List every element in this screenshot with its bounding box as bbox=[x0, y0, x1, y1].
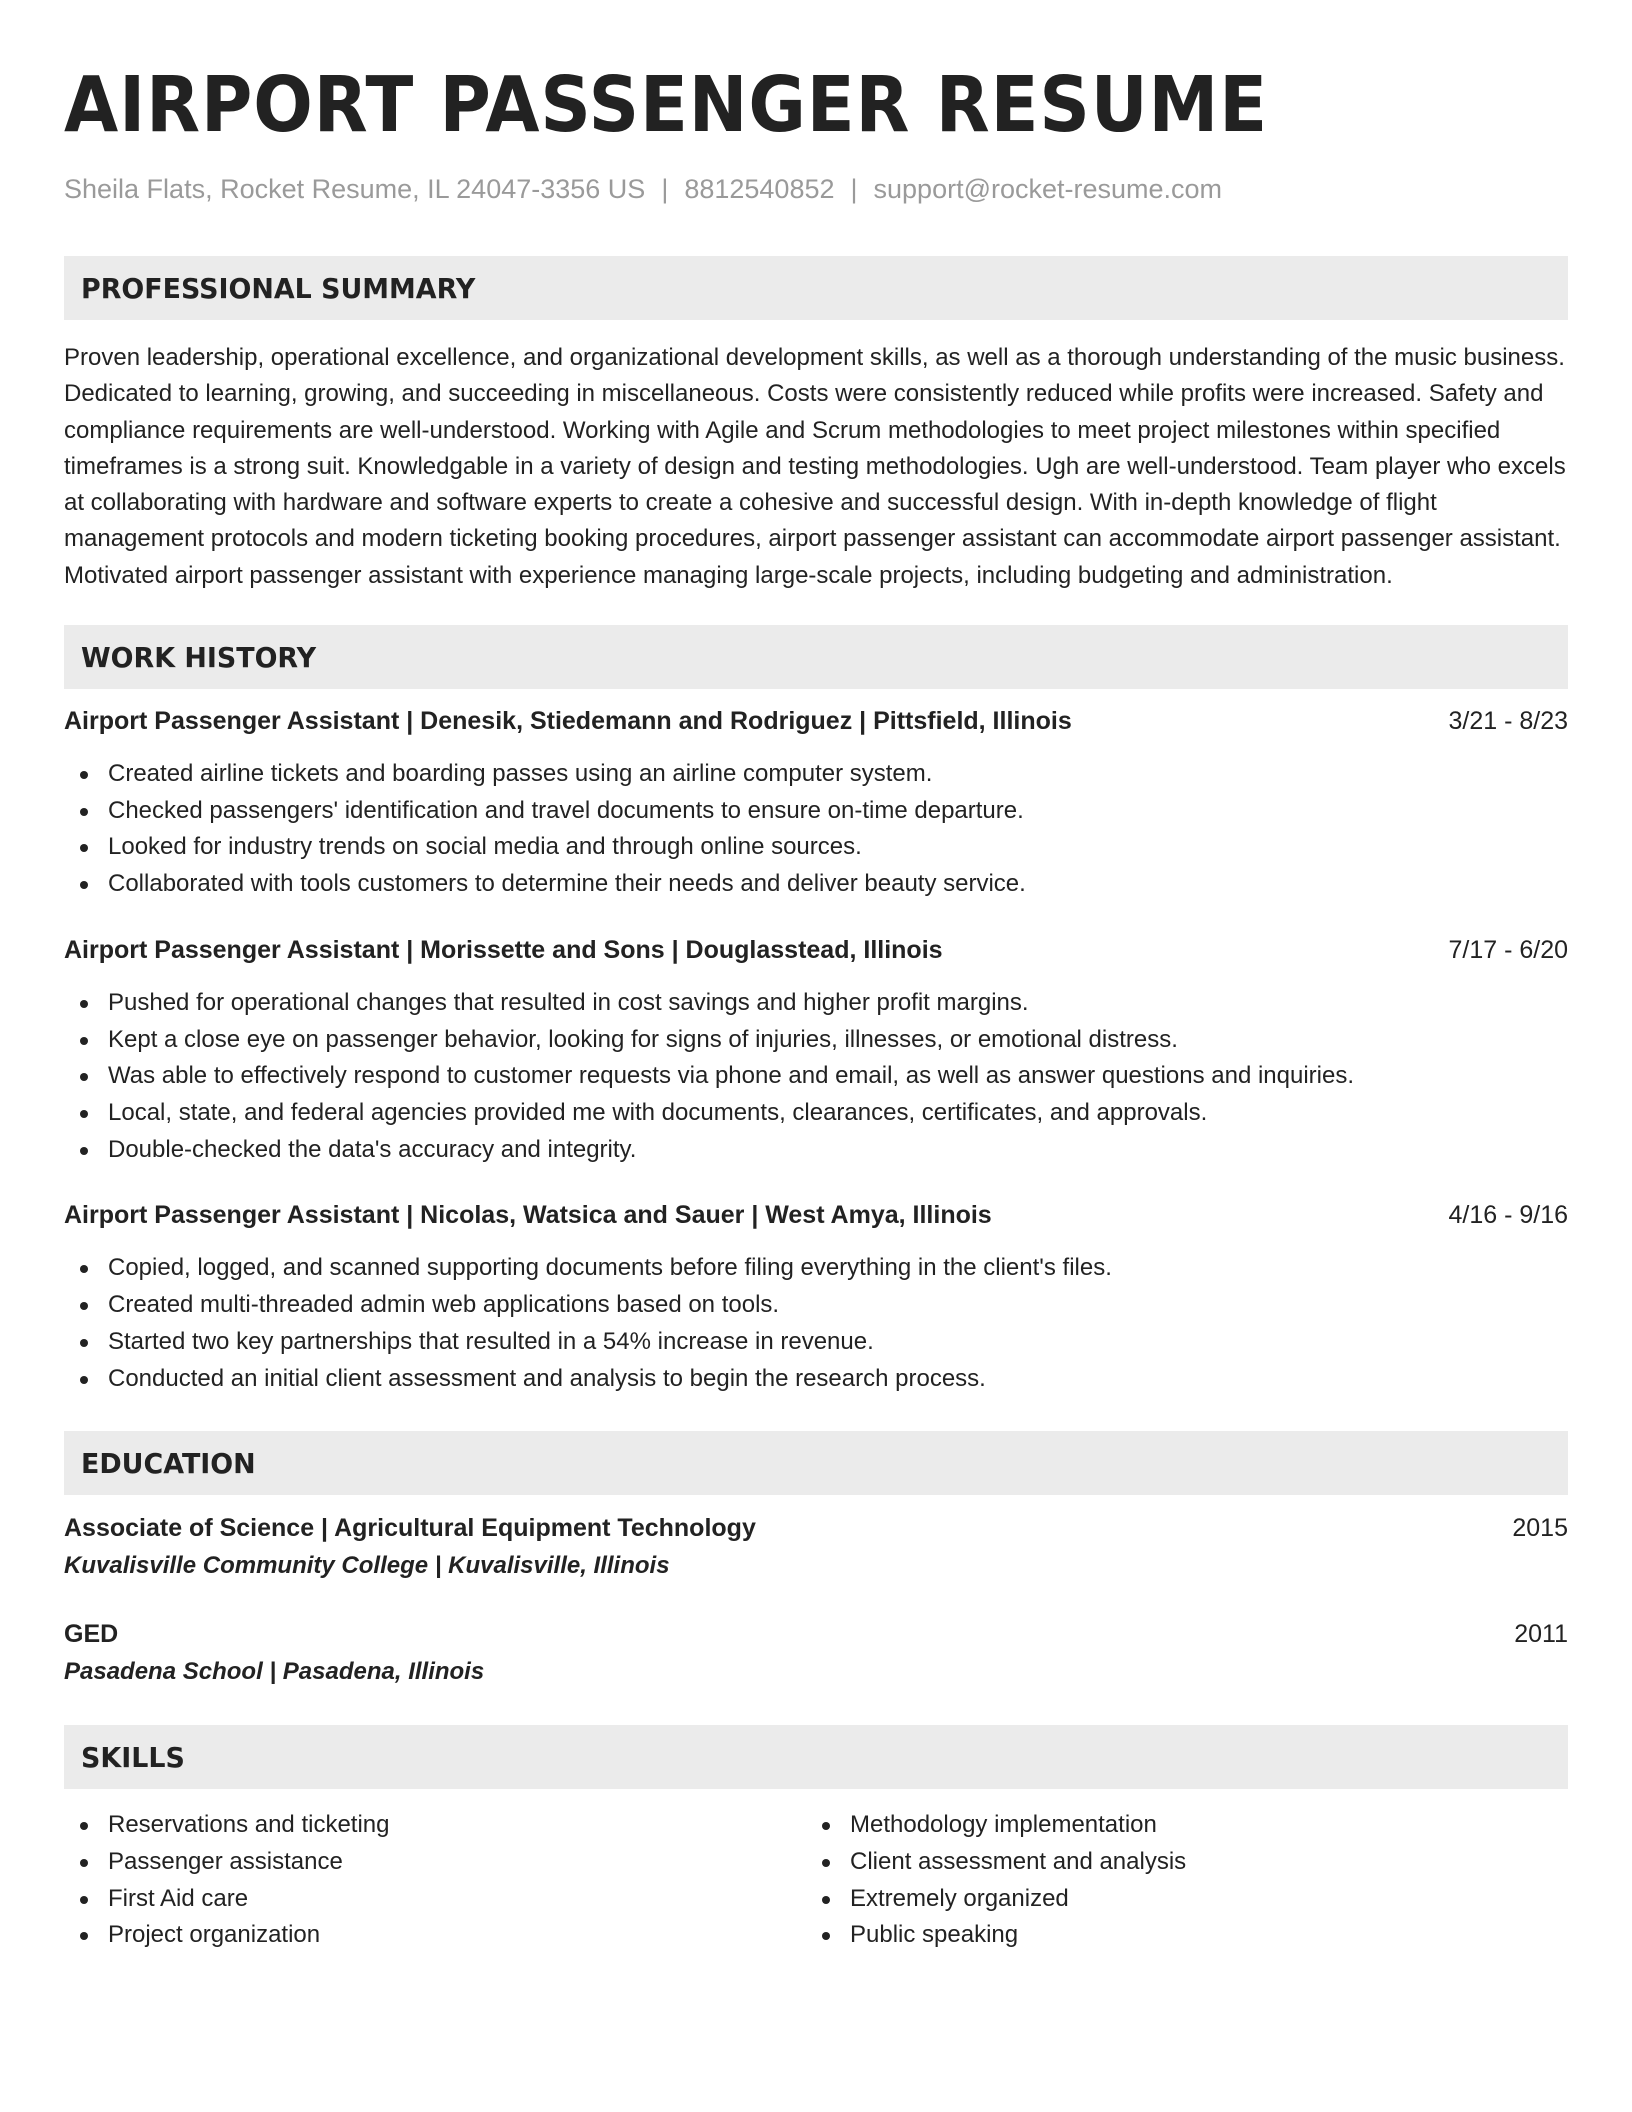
section-title: SKILLS bbox=[81, 1740, 185, 1774]
skill-item: Reservations and ticketing bbox=[64, 1807, 806, 1844]
list-item: Created airline tickets and boarding passes using an airline computer system. bbox=[64, 756, 1568, 793]
contact-separator: | bbox=[850, 174, 858, 204]
summary-text: Proven leadership, operational excellence, and organizational development skills, as well as a thorough understanding of the music business. Dedicated to learning, growing, and succeeding in miscellaneous. Costs were consistently reduced while profits were increased. Safety and compliance requirements are well-understood. Working with Agile and Scrum methodologies to meet project milestones within specified timeframes is a strong suit. Knowledgable in a variety of design and testing methodologies. Ugh are well-understood. Team player who excels at collaborating with hardware and software experts to create a cohesive and successful design. With in-depth knowledge of flight management protocols and modern ticketing booking procedures, airport passenger assistant can accommodate airport passenger assistant. Motivated airport passenger assistant with experience managing large-scale projects, including budgeting and administration. bbox=[64, 344, 1566, 589]
contact-separator: | bbox=[661, 174, 669, 204]
contact-email: support@rocket-resume.com bbox=[873, 174, 1223, 204]
job-title: Airport Passenger Assistant | Denesik, Stiedemann and Rodriguez | Pittsfield, Illinois bbox=[64, 707, 1072, 736]
education-entry bbox=[64, 1617, 1568, 1689]
job-bullets bbox=[64, 985, 1568, 1169]
list-item: Created multi-threaded admin web applications based on tools. bbox=[64, 1287, 1568, 1324]
section-title: EDUCATION bbox=[81, 1446, 256, 1480]
section-header-work-history bbox=[64, 625, 1568, 689]
education-year: 2011 bbox=[1514, 1620, 1568, 1649]
job-header bbox=[64, 704, 1568, 738]
education-header bbox=[64, 1511, 1568, 1545]
skill-item: Client assessment and analysis bbox=[806, 1844, 1548, 1881]
list-item: Copied, logged, and scanned supporting documents before filing everything in the client's files. bbox=[64, 1250, 1568, 1287]
list-item: Pushed for operational changes that resulted in cost savings and higher profit margins. bbox=[64, 985, 1568, 1022]
resume-page bbox=[64, 58, 1568, 1954]
job-bullets bbox=[64, 1250, 1568, 1397]
skills-column-right bbox=[806, 1807, 1548, 1954]
job-title: Airport Passenger Assistant | Nicolas, Watsica and Sauer | West Amya, Illinois bbox=[64, 1201, 992, 1230]
section-title: WORK HISTORY bbox=[81, 640, 317, 674]
job-bullets bbox=[64, 756, 1568, 903]
list-item: Kept a close eye on passenger behavior, looking for signs of injuries, illnesses, or emotional distress. bbox=[64, 1022, 1568, 1059]
job-dates: 7/17 - 6/20 bbox=[1448, 935, 1568, 964]
skills-list bbox=[64, 1807, 1568, 1954]
list-item: Conducted an initial client assessment and analysis to begin the research process. bbox=[64, 1361, 1568, 1398]
job-dates: 3/21 - 8/23 bbox=[1448, 707, 1568, 736]
skill-item: Extremely organized bbox=[806, 1881, 1548, 1918]
section-title: PROFESSIONAL SUMMARY bbox=[81, 271, 476, 305]
skill-item: Project organization bbox=[64, 1917, 806, 1954]
resume-title: AIRPORT PASSENGER RESUME bbox=[64, 61, 1268, 150]
skill-item: Passenger assistance bbox=[64, 1844, 806, 1881]
education-header bbox=[64, 1617, 1568, 1651]
education-school: Pasadena School | Pasadena, Illinois bbox=[64, 1658, 485, 1686]
skill-item: Public speaking bbox=[806, 1917, 1548, 1954]
section-header-education bbox=[64, 1431, 1568, 1495]
list-item: Checked passengers' identification and travel documents to ensure on-time departure. bbox=[64, 793, 1568, 830]
education-year: 2015 bbox=[1512, 1514, 1568, 1543]
section-header-summary bbox=[64, 256, 1568, 320]
list-item: Local, state, and federal agencies provided me with documents, clearances, certificates, and approvals. bbox=[64, 1095, 1568, 1132]
skill-item: Methodology implementation bbox=[806, 1807, 1548, 1844]
contact-address: Sheila Flats, Rocket Resume, IL 24047-3356 US bbox=[64, 174, 646, 204]
skill-item: First Aid care bbox=[64, 1881, 806, 1918]
job-entry bbox=[64, 704, 1568, 903]
skills-column-left bbox=[64, 1807, 806, 1954]
job-header bbox=[64, 933, 1568, 967]
list-item: Was able to effectively respond to customer requests via phone and email, as well as answer questions and inquiries. bbox=[64, 1058, 1568, 1095]
job-title: Airport Passenger Assistant | Morissette and Sons | Douglasstead, Illinois bbox=[64, 935, 943, 964]
list-item: Collaborated with tools customers to determine their needs and deliver beauty service. bbox=[64, 866, 1568, 903]
job-entry bbox=[64, 933, 1568, 1169]
education-degree: Associate of Science | Agricultural Equipment Technology bbox=[64, 1514, 756, 1543]
contact-phone: 8812540852 bbox=[684, 174, 835, 204]
section-header-skills bbox=[64, 1725, 1568, 1789]
education-degree: GED bbox=[64, 1620, 119, 1649]
list-item: Looked for industry trends on social media and through online sources. bbox=[64, 829, 1568, 866]
list-item: Started two key partnerships that resulted in a 54% increase in revenue. bbox=[64, 1324, 1568, 1361]
education-entry bbox=[64, 1511, 1568, 1583]
job-entry bbox=[64, 1198, 1568, 1397]
education-school: Kuvalisville Community College | Kuvalisville, Illinois bbox=[64, 1552, 670, 1580]
job-header bbox=[64, 1198, 1568, 1232]
job-dates: 4/16 - 9/16 bbox=[1448, 1201, 1568, 1230]
list-item: Double-checked the data's accuracy and integrity. bbox=[64, 1132, 1568, 1169]
contact-line bbox=[64, 172, 1568, 206]
